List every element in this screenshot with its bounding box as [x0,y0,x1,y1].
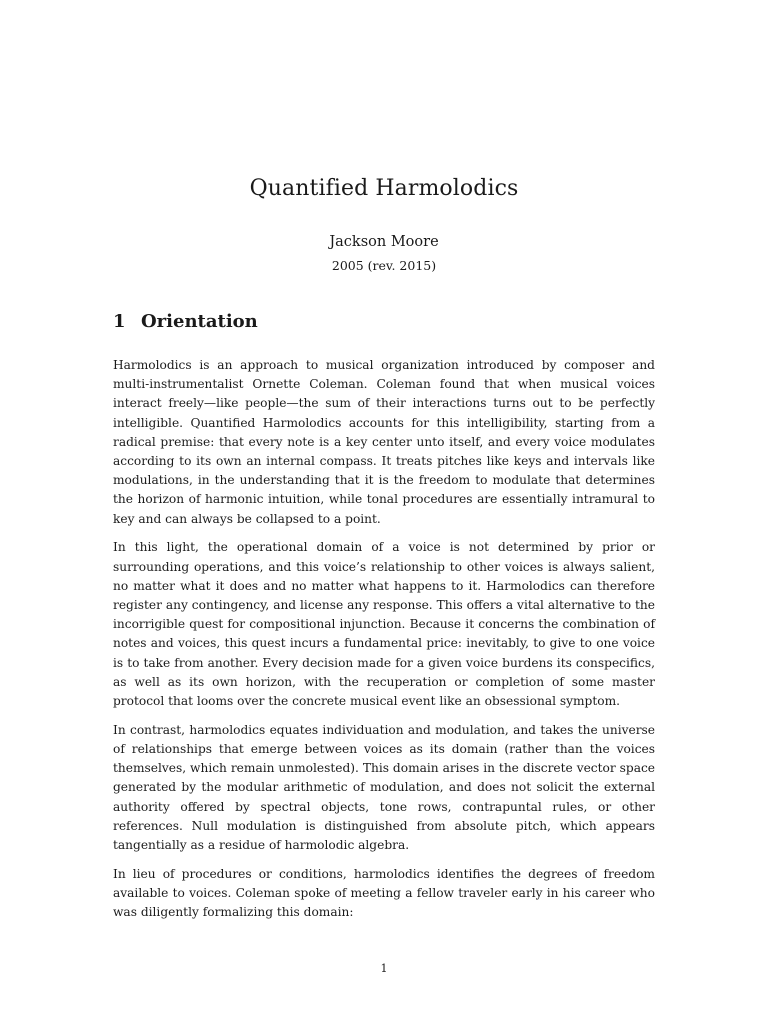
paragraph-4: In lieu of procedures or conditions, harmolodics identifies the degrees of freedom available to voices. Coleman spoke of meeting a fellow traveler early in his career who was diligently formalizing this domain: [113,866,655,920]
document-date: 2005 (rev. 2015) [331,258,437,273]
document-title: Quantified Harmolodics [249,176,519,201]
page-number: 1 [380,962,388,975]
section-number: 1 [113,311,126,332]
paragraph-2: In this light, the operational domain of a voice is not determined by prior or surrounding operations, and this voice’s relationship to other voices is always salient, no matter what it does and no matter what happens to it. Harmolodics can therefore register any contingency, and license any response. This offers a vital alternative to the incorrigible quest for compositional injunction. Because it concerns the combination of notes and voices, this quest incurs a fundamental price: inevitably, to give to one voice is to take from another. Every decision made for a given voice burdens its conspecifics, as well as its own horizon, with the recuperation or completion of some master protocol that looms over the concrete musical event like an obsessional symptom. [113,540,655,709]
section-body [113,356,655,932]
section-heading [113,311,258,332]
document-author: Jackson Moore [329,234,439,250]
paragraph-1: Harmolodics is an approach to musical organization introduced by composer and multi-instrumentalist Ornette Coleman. Coleman found that when musical voices interact freely—like people—the sum of their interactions turns out to be perfectly intelligible. Quantified Harmolodics accounts for this intelligibility, starting from a radical premise: that every note is a key center unto itself, and every voice modulates according to its own an internal compass. It treats pitches like keys and intervals like modulations, in the understanding that it is the freedom to modulate that determines the horizon of harmonic intuition, while tonal procedures are essentially intramural to key and can always be collapsed to a point. [113,358,655,526]
section-title: Orientation [141,311,258,332]
paragraph-3: In contrast, harmolodics equates individuation and modulation, and takes the universe of relationships that emerge between voices as its domain (rather than the voices themselves, which remain unmolested). This domain arises in the discrete vector space generated by the modular arithmetic of modulation, and does not solicit the external authority offered by spectral objects, tone rows, contrapuntal rules, or other references. Null modulation is distinguished from absolute pitch, which appears tangentially as a residue of harmolodic algebra. [113,722,655,853]
